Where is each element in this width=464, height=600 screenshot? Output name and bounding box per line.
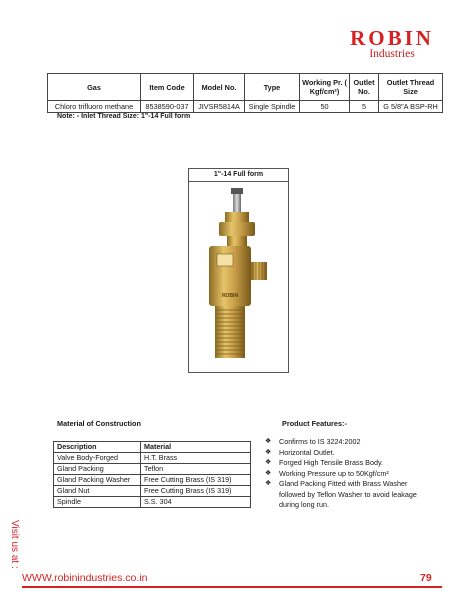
materials-cell: Gland Packing	[54, 464, 141, 475]
spec-header-thread: Outlet Thread Size	[379, 74, 443, 101]
feature-text: Horizontal Outlet.	[279, 447, 335, 457]
materials-cell: Gland Packing Washer	[54, 475, 141, 486]
list-item	[263, 448, 433, 459]
materials-header-row	[54, 442, 251, 453]
materials-cell: Free Cutting Brass (IS 319)	[141, 475, 251, 486]
features-title: Product Features:-	[282, 419, 347, 428]
table-row	[54, 453, 251, 464]
diamond-bullet-icon: ❖	[265, 438, 272, 445]
materials-table	[53, 441, 251, 508]
spec-cell: G 5/8"A BSP-RH	[379, 101, 443, 113]
spec-header-gas: Gas	[48, 74, 141, 101]
website-link[interactable]: WWW.robinindustries.co.in	[22, 572, 148, 584]
valve-plate-text: ROBIN	[221, 293, 239, 299]
table-row	[54, 497, 251, 508]
diamond-bullet-icon: ❖	[265, 469, 272, 477]
spec-header-item-code: Item Code	[141, 74, 194, 101]
spec-cell: Single Spindle	[245, 101, 300, 113]
logo-subtitle: Industries	[369, 48, 415, 60]
feature-text: Gland Packing Fitted with Brass Washer followed by Teflon Washer to avoid leakage during long run.	[279, 479, 417, 509]
table-row	[54, 464, 251, 475]
materials-title: Material of Construction	[57, 419, 141, 428]
logo-wordmark: ROBIN	[350, 26, 434, 50]
visit-us-label: Visit us at :	[9, 520, 20, 569]
product-photo-box	[188, 168, 289, 373]
feature-text: Forged High Tensile Brass Body.	[279, 458, 384, 467]
materials-header-material: Material	[141, 442, 251, 453]
diamond-bullet-icon: ❖	[265, 459, 272, 466]
diamond-bullet-icon: ❖	[265, 448, 272, 456]
spec-cell: 50	[300, 101, 350, 113]
list-item	[263, 469, 433, 480]
list-item	[263, 458, 433, 469]
table-row	[48, 101, 443, 113]
diamond-bullet-icon: ❖	[265, 480, 272, 487]
spec-header-outlet: Outlet No.	[350, 74, 379, 101]
page-number: 79	[420, 572, 432, 584]
spec-header-type: Type	[245, 74, 300, 101]
photo-caption: 1"-14 Full form	[189, 169, 288, 182]
materials-cell: Free Cutting Brass (IS 319)	[141, 486, 251, 497]
spec-header-model: Model No.	[194, 74, 245, 101]
valve-illustration	[189, 182, 288, 372]
feature-text: Confirms to IS 3224:2002	[279, 437, 361, 446]
materials-header-description: Description	[54, 442, 141, 453]
spec-cell: 8538590-037	[141, 101, 194, 113]
spec-header-pressure: Working Pr. ( Kgf/cm²)	[300, 74, 350, 101]
spec-cell: Chloro trifluoro methane	[48, 101, 141, 113]
footer-divider	[22, 586, 442, 588]
spec-cell: 5	[350, 101, 379, 113]
inlet-thread-note: Note: - Inlet Thread Size: 1"-14 Full form	[57, 113, 191, 120]
feature-text: Working Pressure up to 50Kgf/cm²	[279, 468, 389, 478]
features-list	[263, 437, 433, 511]
list-item	[263, 437, 433, 448]
spec-header-row	[48, 74, 443, 101]
list-item	[263, 479, 433, 511]
materials-cell: Valve Body-Forged	[54, 453, 141, 464]
materials-cell: Spindle	[54, 497, 141, 508]
table-row	[54, 486, 251, 497]
spec-cell: JIVSR5814A	[194, 101, 245, 113]
spec-table	[47, 73, 443, 113]
company-logo	[346, 28, 438, 60]
materials-cell: H.T. Brass	[141, 453, 251, 464]
materials-cell: Teflon	[141, 464, 251, 475]
materials-cell: S.S. 304	[141, 497, 251, 508]
materials-cell: Gland Nut	[54, 486, 141, 497]
table-row	[54, 475, 251, 486]
